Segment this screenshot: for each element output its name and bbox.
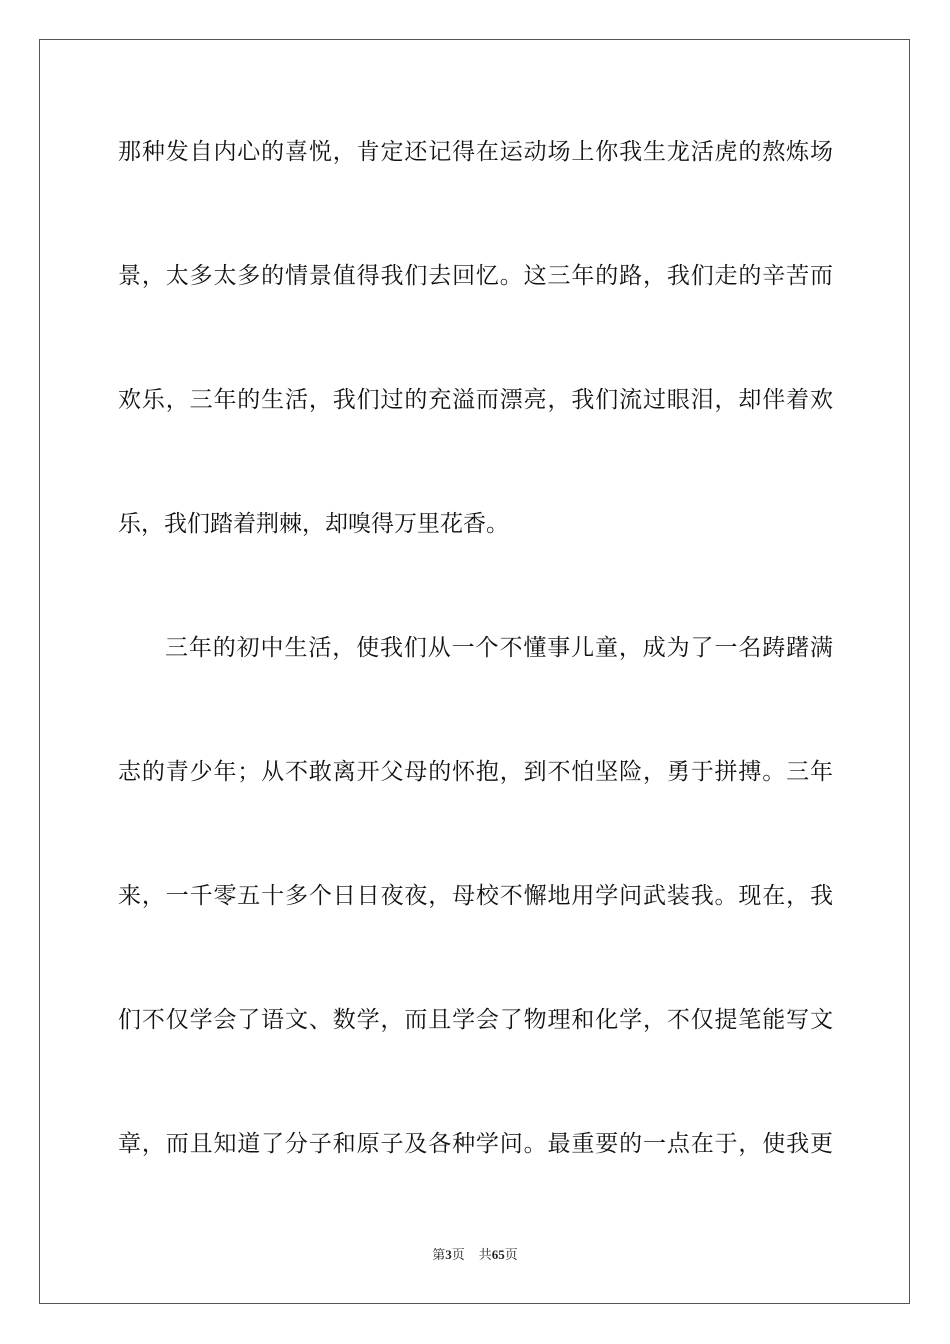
total-suffix: 页 bbox=[504, 1248, 518, 1263]
text-line: 欢乐，三年的生活，我们过的充溢而漂亮，我们流过眼泪，却伴着欢 bbox=[118, 387, 833, 413]
text-line: 乐，我们踏着荆棘，却嗅得万里花香。 bbox=[118, 511, 509, 537]
text-line: 那种发自内心的喜悦，肯定还记得在运动场上你我生龙活虎的熬炼场 bbox=[118, 139, 833, 165]
page-number: 3 bbox=[445, 1247, 452, 1262]
page-suffix: 页 bbox=[451, 1248, 465, 1263]
page-prefix: 第 bbox=[432, 1248, 446, 1263]
page-footer bbox=[0, 1246, 950, 1265]
text-line: 来，一千零五十多个日日夜夜，母校不懈地用学问武装我。现在，我 bbox=[118, 883, 833, 909]
total-pages: 65 bbox=[491, 1247, 505, 1262]
total-prefix: 共 bbox=[478, 1248, 492, 1263]
text-line: 志的青少年；从不敢离开父母的怀抱，到不怕坚险，勇于拼搏。三年 bbox=[118, 759, 833, 785]
text-line: 三年的初中生活，使我们从一个不懂事儿童，成为了一名踌躇满 bbox=[165, 635, 833, 661]
text-line: 章，而且知道了分子和原子及各种学问。最重要的一点在于，使我更 bbox=[118, 1131, 833, 1157]
text-line: 景，太多太多的情景值得我们去回忆。这三年的路，我们走的辛苦而 bbox=[118, 263, 833, 289]
text-line: 们不仅学会了语文、数学，而且学会了物理和化学，不仅提笔能写文 bbox=[118, 1007, 833, 1033]
page-border bbox=[39, 39, 910, 1304]
